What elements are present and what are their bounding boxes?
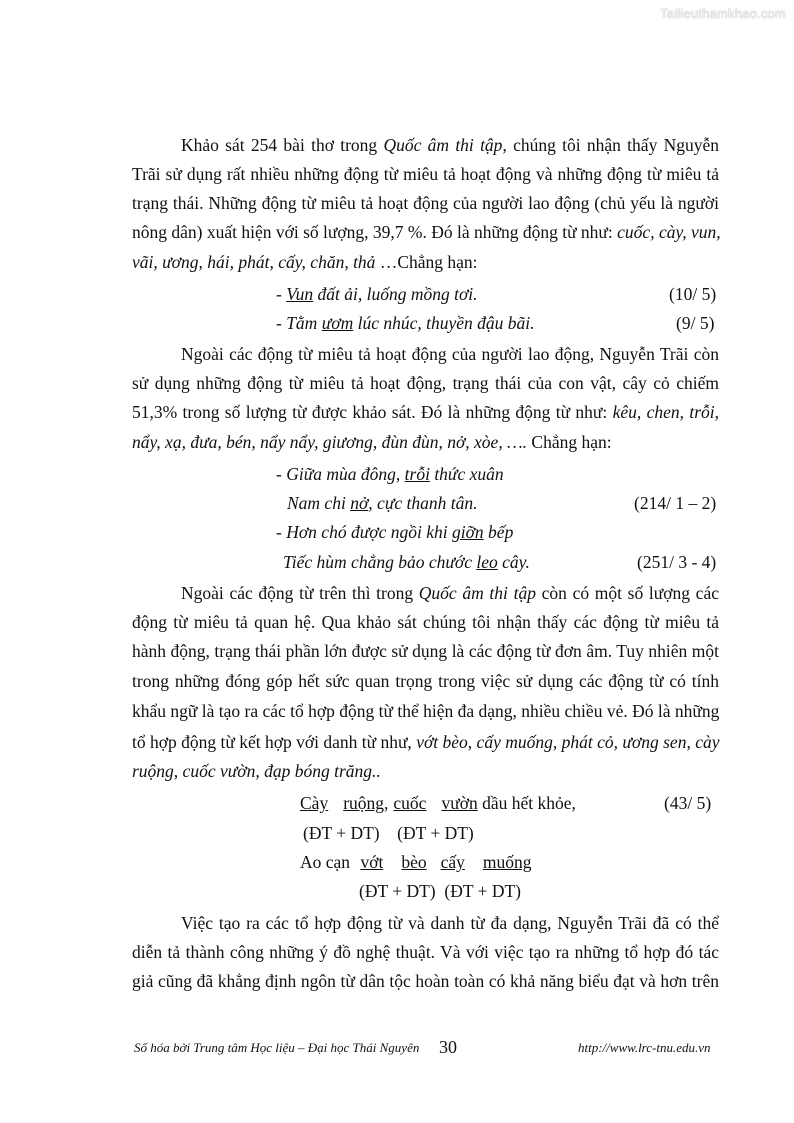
underlined-noun: vườn: [441, 793, 478, 813]
example-3-ref: (43/ 5): [664, 793, 712, 813]
underlined-verb: giỡn: [451, 522, 484, 542]
verb-list: kêu, chen, trỗi,: [612, 402, 720, 422]
verb-noun-list: vớt bèo, cấy muống, phát cỏ, ương sen, cày: [416, 732, 720, 752]
underlined-verb: nở: [350, 493, 369, 513]
text: , cực thanh tân.: [368, 493, 478, 513]
underlined-verb: leo: [476, 552, 498, 572]
text: còn có một số lượng các: [535, 583, 719, 603]
text: lúc nhúc, thuyền đậu bãi.: [353, 313, 535, 333]
p2-line-4: [132, 431, 719, 453]
example-1-line-1: [276, 283, 478, 305]
text: nông dân) xuất hiện với số lượng, 39,7 %. Đó là những động từ như:: [132, 222, 618, 242]
underlined-verb: cuốc: [393, 793, 427, 813]
verb-list: cuốc, cày, vun,: [617, 222, 721, 242]
underlined-verb: Cày: [300, 793, 329, 813]
p3-line-7: ruộng, cuốc vườn, đạp bóng trăng..: [132, 761, 381, 781]
text: 51,3% trong số lượng từ được khảo sát. Đó là những động từ như:: [132, 402, 613, 422]
text: Ao cạn: [300, 852, 355, 872]
underlined-verb: trỗi: [404, 464, 430, 484]
underlined-verb: ươm: [321, 313, 354, 333]
text: - Giữa mùa đông,: [276, 464, 405, 484]
text: - Tằm: [276, 313, 322, 333]
page-number: 30: [439, 1037, 457, 1057]
p3-line-1: [181, 582, 719, 604]
example-1-ref-2: (9/ 5): [676, 313, 715, 333]
book-title: Quốc âm thi tập: [418, 583, 536, 603]
p1-line-1: [181, 134, 719, 156]
text: Khảo sát 254 bài thơ trong: [181, 135, 384, 155]
text: Nam chi: [287, 493, 351, 513]
text: Tiếc hùm chẳng bảo chước: [283, 552, 477, 572]
text: đất ải, luống mồng tơi.: [313, 284, 478, 304]
p1-line-4: [132, 221, 719, 243]
example-2-ref-2: (251/ 3 - 4): [637, 552, 717, 572]
text: thức xuân: [429, 464, 504, 484]
p1-line-3: trạng thái. Những động từ miêu tả hoạt động của người lao động (chủ yếu là người: [132, 193, 719, 213]
pattern-line-1: (ĐT + DT) (ĐT + DT): [303, 823, 474, 843]
text: bếp: [483, 522, 514, 542]
example-2-line-2: [287, 492, 477, 514]
example-1-line-2: [276, 312, 535, 334]
text: …Chẳng hạn:: [375, 252, 478, 272]
text: -: [276, 284, 287, 304]
text: ,: [384, 793, 389, 813]
p1-line-2: Trãi sử dụng rất nhiều những động từ miêu tả hoạt động và những động từ miêu tả: [132, 164, 719, 184]
text: cây.: [497, 552, 530, 572]
text: , chúng tôi nhận thấy Nguyễn: [502, 135, 720, 155]
underlined-verb: Vun: [286, 284, 314, 304]
underlined-noun: muống: [482, 852, 532, 872]
underlined-noun: ruộng: [343, 793, 385, 813]
pattern-line-2: (ĐT + DT) (ĐT + DT): [359, 881, 521, 901]
p3-line-2: động từ miêu tả quan hệ. Qua khảo sát chúng tôi nhận thấy các động từ miêu tả: [132, 612, 719, 632]
verb-list: vãi, ương, hái, phát, cấy, chăn, thả: [132, 252, 376, 272]
p2-line-3: [132, 401, 719, 423]
p2-line-1: Ngoài các động từ miêu tả hoạt động của người lao động, Nguyễn Trãi còn: [181, 344, 719, 364]
footer-source: Số hóa bởi Trung tâm Học liệu – Đại học Thái Nguyên: [134, 1040, 420, 1055]
book-title: Quốc âm thi tập: [383, 135, 503, 155]
footer-url: http://www.lrc-tnu.edu.vn: [578, 1040, 711, 1055]
p3-line-5: khẩu ngữ là tạo ra các tổ hợp động từ thể hiện đa dạng, nhiều chiều vẻ. Đó là những: [132, 701, 720, 721]
p4-line-2: diễn tả thành công những ý đồ nghệ thuật. Và với việc tạo ra những tổ hợp đó tác: [132, 942, 719, 962]
example-3-line-1: [300, 792, 576, 814]
text: Ngoài các động từ trên thì trong: [181, 583, 419, 603]
underlined-noun: bèo: [401, 852, 427, 872]
underlined-verb: vớt: [360, 852, 384, 872]
p3-line-6: [132, 731, 719, 753]
example-2-line-1: [276, 463, 504, 485]
text: dầu hết khỏe,: [477, 793, 576, 813]
p2-line-2: sử dụng những động từ miêu tả hoạt động, trạng thái của con vật, cây cỏ chiếm: [132, 373, 719, 393]
p3-line-3: hành động, trạng thái phần lớn được sử dụng là các động từ đơn âm. Tuy nhiên một: [132, 641, 719, 661]
p4-line-3: giả cũng đã khẳng định ngôn từ dân tộc hoàn toàn có khả năng biểu đạt và hơn trên: [132, 971, 719, 991]
example-1-ref-1: (10/ 5): [669, 284, 717, 304]
text: tổ hợp động từ kết hợp với danh từ như,: [132, 732, 417, 752]
p1-line-5: [132, 251, 719, 273]
p4-line-1: Việc tạo ra các tổ hợp động từ và danh từ đa dạng, Nguyễn Trãi đã có thể: [181, 913, 719, 933]
example-2-line-4: [283, 551, 530, 573]
example-3-line-2: [300, 851, 532, 873]
example-2-line-3: [276, 521, 513, 543]
underlined-verb: cấy: [440, 852, 465, 872]
watermark-text: Tailieuthamkhao.com: [660, 6, 786, 21]
p3-line-4: trong những đóng góp hết sức quan trọng trong việc sử dụng các động từ có tính: [132, 671, 719, 691]
text: Chẳng hạn:: [527, 432, 612, 452]
text: - Hơn chó được ngồi khi: [276, 522, 452, 542]
example-2-ref-1: (214/ 1 – 2): [634, 493, 717, 513]
verb-list: nẩy, xạ, đưa, bén, nẩy nẩy, giương, đùn đùn, nở, xòe, ….: [132, 432, 528, 452]
